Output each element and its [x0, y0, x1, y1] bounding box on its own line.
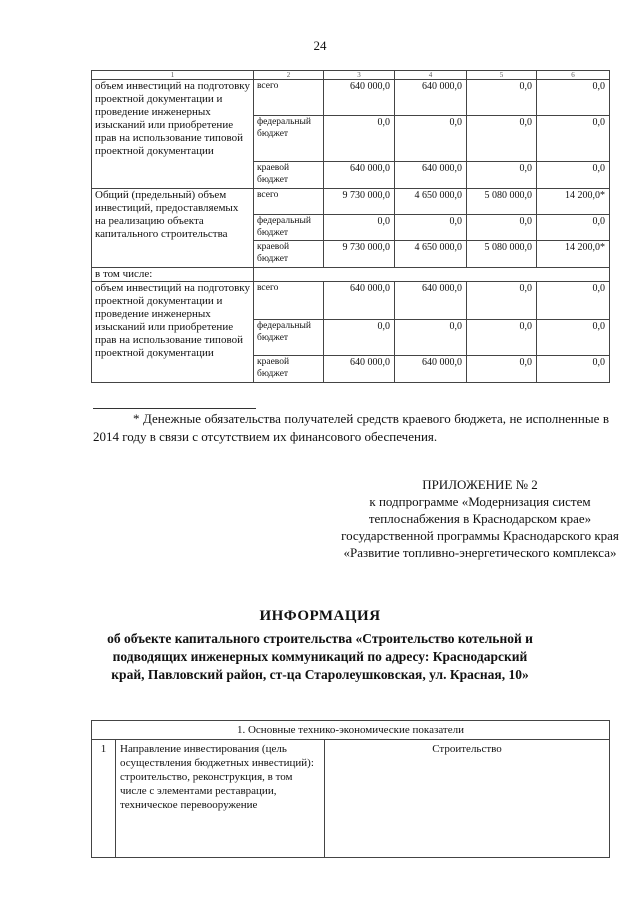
value-cell: 640 000,0 — [324, 356, 395, 383]
value-cell: 0,0 — [395, 320, 467, 356]
appendix-text: к подпрограмме «Модернизация систем теплоснабжения в Краснодарском крае» государственной программы Краснодарского края «Развитие топливно-энергетического комплекса» — [341, 494, 619, 560]
value-cell: 0,0 — [324, 320, 395, 356]
row-category: федеральный бюджет — [254, 116, 324, 162]
value-cell: 0,0 — [467, 116, 537, 162]
financing-table — [91, 70, 610, 383]
value-cell: 640 000,0 — [395, 162, 467, 189]
row-category: краевой бюджет — [254, 241, 324, 268]
row-category: всего — [254, 282, 324, 320]
table-row — [92, 189, 610, 215]
value-cell: 14 200,0* — [537, 189, 610, 215]
value-cell: 0,0 — [537, 282, 610, 320]
value-cell: 4 650 000,0 — [395, 241, 467, 268]
value-cell: 0,0 — [395, 215, 467, 241]
row-category: федеральный бюджет — [254, 320, 324, 356]
value-cell: 9 730 000,0 — [324, 241, 395, 268]
column-number: 4 — [395, 71, 467, 80]
table-row — [92, 740, 610, 858]
value-cell: 0,0 — [324, 215, 395, 241]
value-cell: 640 000,0 — [324, 80, 395, 116]
row-description: объем инвестиций на подготовку проектной документации и проведение инженерных изысканий или приобретение прав на использование типовой проектной документации — [92, 80, 254, 189]
footnote-divider — [93, 408, 256, 409]
table-row — [92, 80, 610, 116]
value-cell: 0,0 — [395, 116, 467, 162]
value-cell: 0,0 — [467, 162, 537, 189]
value-cell: 0,0 — [467, 80, 537, 116]
value-cell: 4 650 000,0 — [395, 189, 467, 215]
value-cell: 9 730 000,0 — [324, 189, 395, 215]
row-category: всего — [254, 189, 324, 215]
row-category: федеральный бюджет — [254, 215, 324, 241]
value-cell: 0,0 — [537, 320, 610, 356]
value-cell: 0,0 — [467, 320, 537, 356]
value-cell: 640 000,0 — [395, 80, 467, 116]
column-number: 1 — [92, 71, 254, 80]
value-cell: 0,0 — [537, 80, 610, 116]
empty-cell — [254, 268, 610, 282]
table-section-row — [92, 721, 610, 740]
row-category: краевой бюджет — [254, 162, 324, 189]
tech-indicators-table — [91, 720, 610, 858]
value-cell: 5 080 000,0 — [467, 241, 537, 268]
value-cell: 640 000,0 — [324, 162, 395, 189]
column-number: 5 — [467, 71, 537, 80]
info-title: ИНФОРМАЦИЯ — [259, 608, 381, 624]
row-category: краевой бюджет — [254, 356, 324, 383]
value-cell: 0,0 — [537, 116, 610, 162]
table-row — [92, 268, 610, 282]
value-cell: 0,0 — [467, 356, 537, 383]
value-cell: 0,0 — [467, 215, 537, 241]
value-cell: 640 000,0 — [324, 282, 395, 320]
appendix-block — [340, 476, 620, 561]
table-row — [92, 282, 610, 320]
row-number: 1 — [92, 740, 116, 858]
row-label: Направление инвестирования (цель осуществления бюджетных инвестиций): строительство, реконструкция, в том числе с элементами реставрации, техническое перевооружение — [116, 740, 325, 858]
row-description: Общий (предельный) объем инвестиций, предоставляемых на реализацию объекта капитального строительства — [92, 189, 254, 268]
column-number: 2 — [254, 71, 324, 80]
value-cell: 5 080 000,0 — [467, 189, 537, 215]
footnote: * Денежные обязательства получателей средств краевого бюджета, не исполненные в 2014 году в связи с отсутствием их финансового обеспечения. — [93, 411, 609, 444]
value-cell: 640 000,0 — [395, 356, 467, 383]
value-cell: 0,0 — [324, 116, 395, 162]
value-cell: 640 000,0 — [395, 282, 467, 320]
appendix-title: ПРИЛОЖЕНИЕ № 2 — [422, 477, 538, 492]
row-description: объем инвестиций на подготовку проектной документации и проведение инженерных изысканий или приобретение прав на использование типовой проектной документации — [92, 282, 254, 383]
page-number: 24 — [313, 38, 327, 53]
value-cell: 0,0 — [537, 356, 610, 383]
value-cell: 14 200,0* — [537, 241, 610, 268]
column-number: 6 — [537, 71, 610, 80]
value-cell: 0,0 — [537, 215, 610, 241]
table-header-row — [92, 71, 610, 80]
value-cell: 0,0 — [537, 162, 610, 189]
column-number: 3 — [324, 71, 395, 80]
row-description: в том числе: — [92, 268, 254, 282]
row-value: Строительство — [325, 740, 610, 858]
info-subtitle: об объекте капитального строительства «Строительство котельной и подводящих инженерных коммуникаций по адресу: Краснодарский край, Павловский район, ст-ца Старолеушковская, ул. Красная, 10» — [107, 631, 533, 682]
section-title: 1. Основные технико-экономические показатели — [92, 721, 610, 740]
value-cell: 0,0 — [467, 282, 537, 320]
row-category: всего — [254, 80, 324, 116]
